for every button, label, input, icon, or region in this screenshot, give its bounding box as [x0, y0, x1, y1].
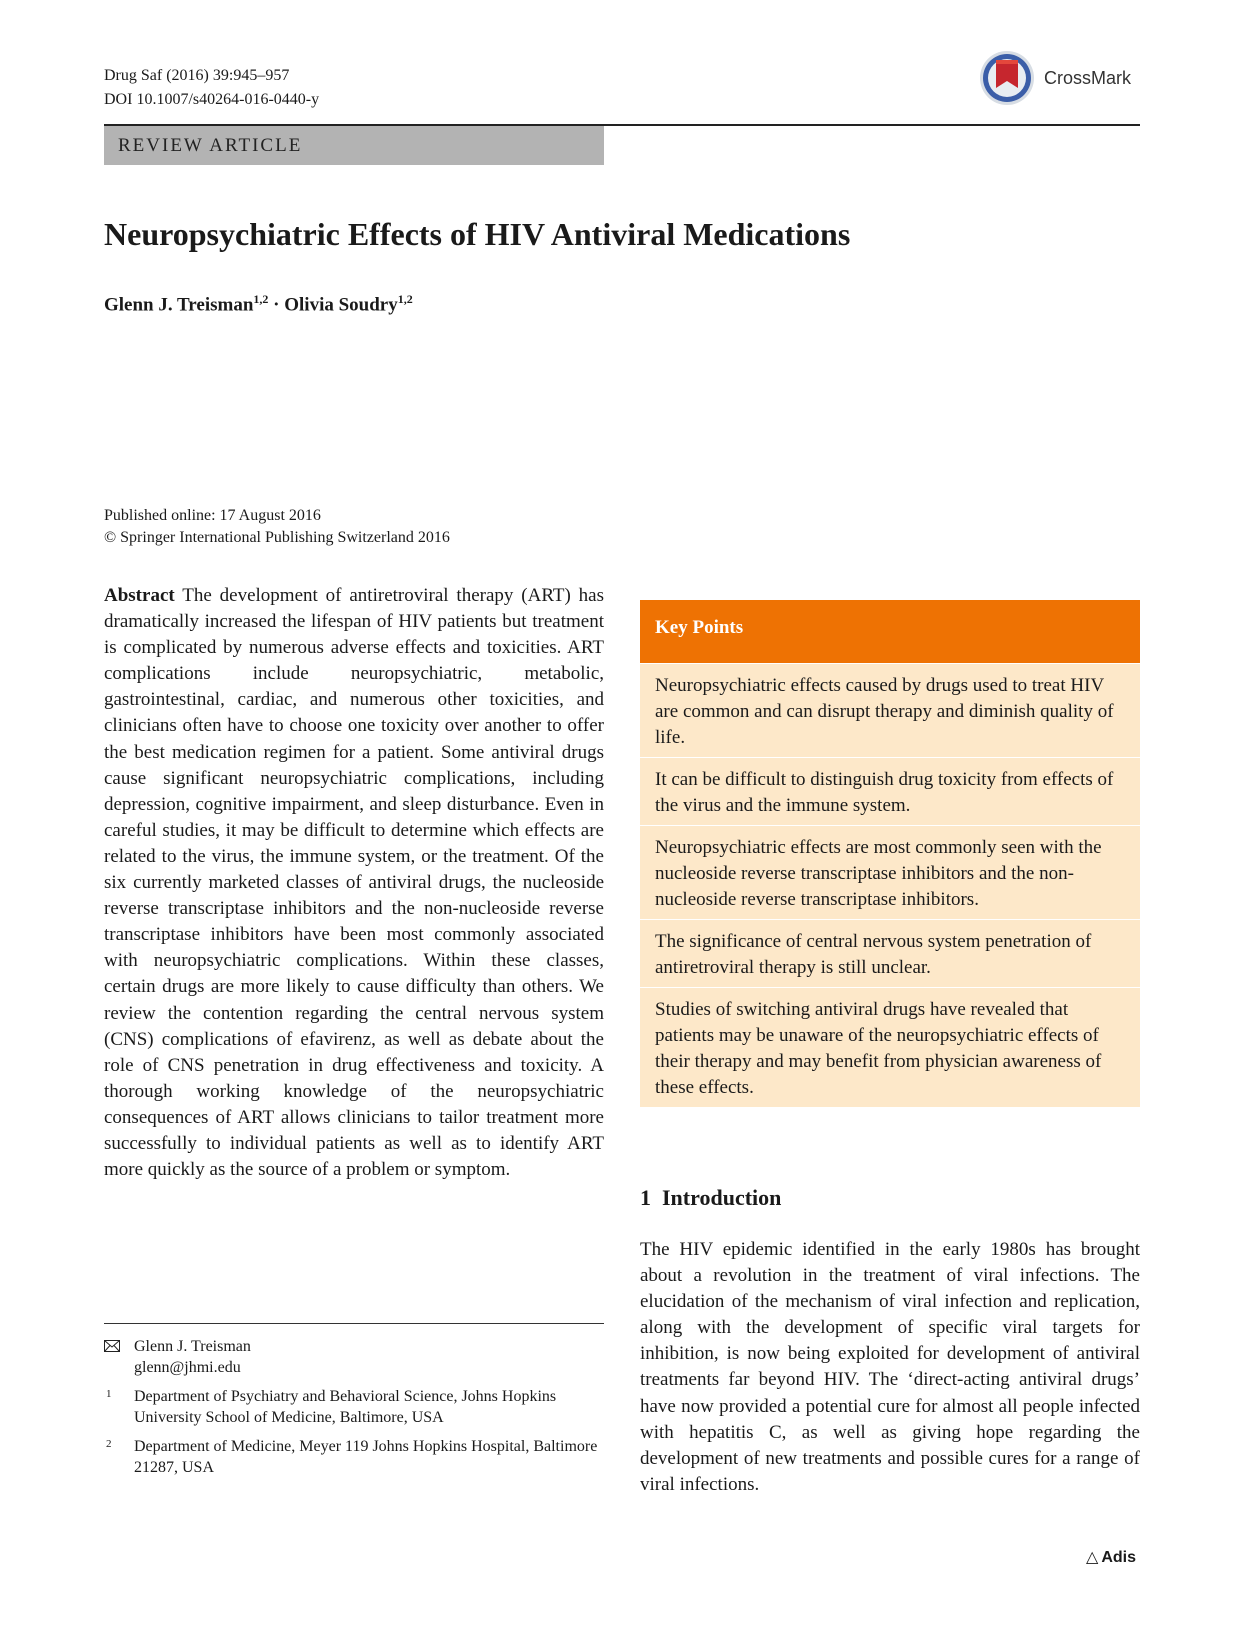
journal-citation: Drug Saf (2016) 39:945–957 [104, 67, 290, 84]
introduction-text: The HIV epidemic identified in the early 1980s has brought about a revolution in the treatment of viral infections. The elucidation of the mechanism of viral infection and replication, along with the development of specific viral targets for inhibition, is now being exploited for development of antiviral treatments far beyond HIV. The ‘direct-acting antiviral drugs’ have now provided a potential cure for almost all people infected with hepatitis C, as well as giving hope regarding the development of new treatments and possible cures for a range of viral infections. [640, 1239, 1140, 1495]
publication-info [104, 505, 450, 549]
affiliation-note [104, 1436, 604, 1478]
correspondence-name: Glenn J. Treisman [134, 1338, 251, 1355]
affiliation-text: Department of Psychiatry and Behavioral Science, Johns Hopkins University School of Medicine, Baltimore, USA [134, 1388, 557, 1426]
publisher-name: Adis [1101, 1549, 1136, 1566]
section-heading-introduction [640, 1183, 781, 1213]
key-point-item: Neuropsychiatric effects caused by drugs used to treat HIV are common and can disrupt therapy and diminish quality of life. [640, 663, 1140, 757]
abstract-label: Abstract [104, 585, 175, 606]
author-affiliation-marker: 1,2 [253, 292, 269, 306]
affiliation-number: 2 [106, 1438, 112, 1450]
correspondence [104, 1336, 604, 1378]
doi[interactable]: DOI 10.1007/s40264-016-0440-y [104, 91, 320, 108]
author-separator: · [273, 294, 280, 316]
key-point-item: Studies of switching antiviral drugs have revealed that patients may be unaware of the neuropsychiatric effects of their therapy and may benefit from physician awareness of these effects. [640, 987, 1140, 1107]
key-point-item: Neuropsychiatric effects are most commonly seen with the nucleoside reverse transcriptase inhibitors and the non-nucleoside reverse transcriptase inhibitors. [640, 825, 1140, 919]
crossmark-label[interactable]: CrossMark [1044, 68, 1132, 88]
affiliation-number: 1 [106, 1388, 112, 1400]
envelope-icon [104, 1340, 120, 1352]
abstract [104, 583, 604, 1183]
footnote-divider [104, 1323, 604, 1324]
journal-info [104, 64, 319, 112]
key-point-item: It can be difficult to distinguish drug toxicity from effects of the virus and the immune system. [640, 757, 1140, 825]
key-point-item: The significance of central nervous system penetration of antiretroviral therapy is still unclear. [640, 919, 1140, 987]
section-number: 1 [640, 1185, 651, 1210]
published-online-date: Published online: 17 August 2016 [104, 507, 321, 524]
key-points-box [640, 600, 1140, 1107]
copyright-notice: © Springer International Publishing Switzerland 2016 [104, 529, 450, 546]
correspondence-email[interactable]: glenn@jhmi.edu [134, 1359, 241, 1376]
key-points-title: Key Points [640, 600, 1140, 663]
affiliation-note [104, 1386, 604, 1428]
author-list [104, 286, 413, 318]
article-title: Neuropsychiatric Effects of HIV Antiviral Medications [104, 216, 851, 252]
publisher-logo [1086, 1547, 1136, 1567]
article-type-band: REVIEW ARTICLE [104, 126, 604, 165]
affiliation-text: Department of Medicine, Meyer 119 Johns Hopkins Hospital, Baltimore 21287, USA [134, 1438, 598, 1476]
author-name[interactable]: Olivia Soudry [284, 294, 398, 316]
section-title: Introduction [662, 1185, 782, 1210]
author-name[interactable]: Glenn J. Treisman [104, 294, 254, 316]
adis-triangle-icon: △ [1086, 1549, 1099, 1566]
abstract-text: The development of antiretroviral therapy (ART) has dramatically increased the lifespan of HIV patients but treatment is complicated by numerous adverse effects and toxicities. ART complications include neuropsychiatric, metabolic, gastrointestinal, cardiac, and numerous other toxicities, and clinicians often have to choose one toxicity over another to offer the best medication regimen for a patient. Some antiviral drugs cause significant neuropsychiatric complications, including depression, cognitive impairment, and sleep disturbance. Even in careful studies, it may be difficult to determine which effects are related to the virus, the immune system, or the treatment. Of the six currently marketed classes of antiviral drugs, the nucleoside reverse transcriptase inhibitors and the non-nucleoside reverse transcriptase inhibitors have been most commonly associated with neuropsychiatric complications. Within these classes, certain drugs are more likely to cause difficulty than others. We review the contention regarding the central nervous system (CNS) complications of efavirenz, as well as debate about the role of CNS penetration in drug effectiveness and toxicity. A thorough working knowledge of the neuropsychiatric consequences of ART allows clinicians to tailor treatment more successfully to individual patients as well as to identify ART more quickly as the source of a problem or symptom. [104, 585, 604, 1181]
author-affiliation-marker: 1,2 [397, 292, 413, 306]
